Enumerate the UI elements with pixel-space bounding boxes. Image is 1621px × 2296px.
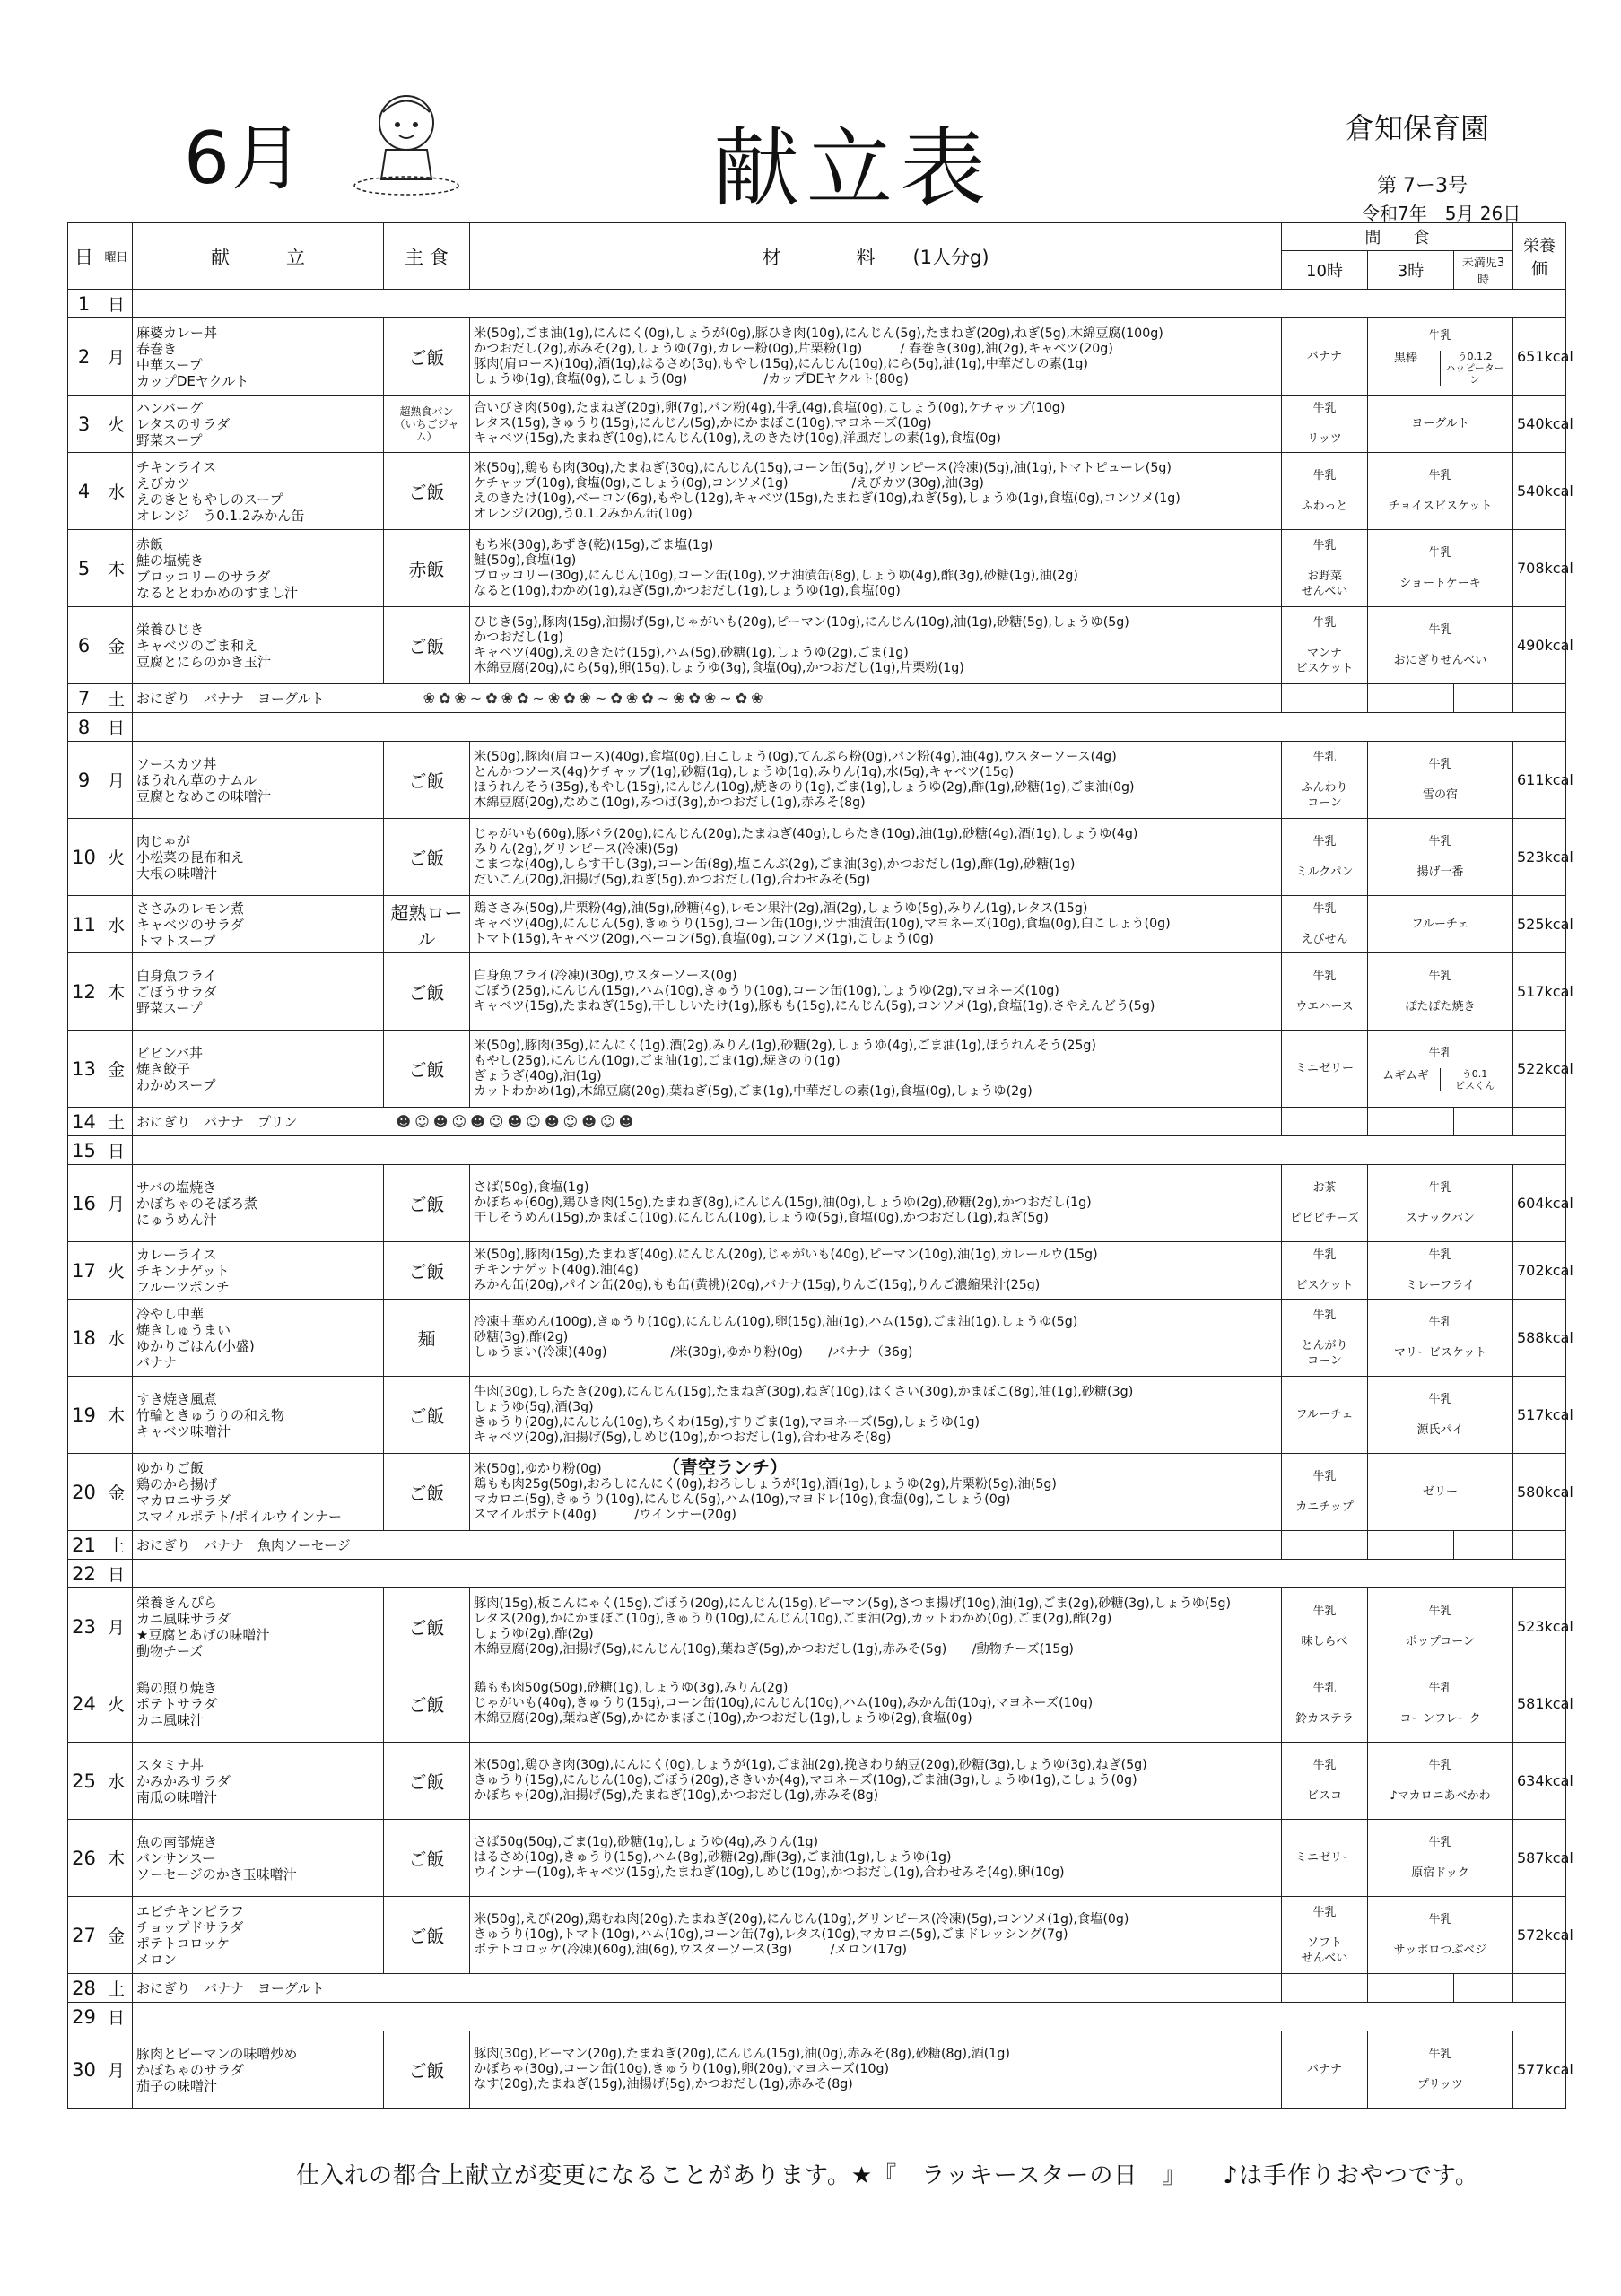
dish-list: 栄養ひじき キャベツのごま和え 豆腐とにらのかき玉汁	[133, 607, 384, 684]
decoration-icon: ❀✿❀~✿❀✿~❀✿❀~✿❀✿~❀✿❀~✿❀	[423, 690, 767, 707]
menu-row	[68, 953, 1566, 1031]
snack-10am: 牛乳 えびせん	[1282, 896, 1368, 953]
day-of-week: 水	[100, 896, 133, 953]
ingredient-text: さば(50g),食塩(1g) かぼちゃ(60g),鶏ひき肉(15g),たまねぎ(8g),にんじん(15g),油(0g),しょうゆ(2g),砂糖(2g),かつおだし(1g) 干しそうめん(15g),かまぼこ(10g),にんじん(10g),しょうゆ(5g),食塩(0g),かつおだし(1g),ねぎ(5g)	[474, 1180, 1092, 1225]
empty-cell	[133, 1136, 1566, 1165]
day-number: 5	[68, 530, 100, 607]
calories: 540kcal	[1513, 453, 1566, 530]
day-number: 15	[68, 1136, 100, 1165]
day-number: 13	[68, 1031, 100, 1108]
col-snack: 間 食	[1282, 223, 1513, 251]
dish-list: 栄養きんぴら カニ風味サラダ ★豆腐とあげの味噌汁 動物チーズ	[133, 1588, 384, 1665]
snack-3pm: 牛乳 ♪マカロニあべかわ	[1368, 1743, 1513, 1820]
day-number: 24	[68, 1665, 100, 1743]
day-number: 18	[68, 1300, 100, 1377]
day-of-week: 水	[100, 453, 133, 530]
dish-list: ソースカツ丼 ほうれん草のナムル 豆腐となめこの味噌汁	[133, 742, 384, 819]
ingredient-text: 鶏ささみ(50g),片栗粉(4g),油(5g),砂糖(4g),レモン果汁(2g),酒(2g),しょうゆ(5g),みりん(1g),レタス(15g) キャベツ(40g),にんじん(5g),きゅうり(15g),コーン缶(10g),ツナ油漬缶(10g),マヨネーズ(10g),食塩(0g),白こしょう(0g) トマト(15g),キャベツ(20g),ベーコン(5g),食塩(0g),コンソメ(1g),こしょう(0g)	[474, 901, 1171, 946]
day-of-week: 水	[100, 1300, 133, 1377]
day-of-week: 土	[100, 1974, 133, 2003]
saturday-text: おにぎり バナナ プリン	[136, 1114, 298, 1130]
day-of-week: 土	[100, 684, 133, 713]
ingredient-text: 米(50g),ゆかり粉(0g) 鶏もも肉25g(50g),おろしにんにく(0g),おろししょうが(1g),酒(1g),しょうゆ(2g),片栗粉(5g),油(5g) マカロニ(5g),きゅうり(10g),にんじん(5g),ハム(10g),マヨドレ(10g),食塩(0g),こしょう(0g) スマイルポテト(40g) /ウインナー(20g)	[474, 1461, 1057, 1522]
calories: 523kcal	[1513, 1588, 1566, 1665]
snack-3pm-drink: 牛乳	[1428, 328, 1452, 343]
snack-3pm: 牛乳 コーンフレーク	[1368, 1665, 1513, 1743]
staple-food: ご飯	[384, 819, 470, 896]
dish-list: カレーライス チキンナゲット フルーツポンチ	[133, 1242, 384, 1300]
issue-number: 第 7ー3号	[1377, 175, 1468, 197]
day-of-week: 木	[100, 1820, 133, 1897]
menu-row	[68, 684, 1566, 713]
day-number: 26	[68, 1820, 100, 1897]
ingredient-text: 冷凍中華めん(100g),きゅうり(10g),にんじん(10g),卵(15g),油(1g),ハム(15g),ごま油(1g),しょうゆ(5g) 砂糖(3g),酢(2g) しゅうまい(冷凍)(40g) /米(30g),ゆかり粉(0g) /バナナ（36g)	[474, 1315, 1078, 1360]
saturday-text: おにぎり バナナ ヨーグルト	[136, 691, 325, 707]
day-of-week: 日	[100, 2003, 133, 2031]
ingredients	[470, 607, 1282, 684]
footer-note: 仕入れの都合上献立が変更になることがあります。★『 ラッキースターの日 』 ♪は手作りおやつです。	[296, 2162, 1479, 2189]
day-number: 20	[68, 1454, 100, 1531]
staple-food: 超熟食パン （いちごジャム）	[384, 396, 470, 453]
col-snack-3: 3時	[1368, 251, 1454, 290]
day-of-week: 土	[100, 1108, 133, 1136]
menu-row	[68, 1588, 1566, 1665]
snack-10am: 牛乳 味しらべ	[1282, 1588, 1368, 1665]
menu-row	[68, 318, 1566, 396]
day-of-week: 木	[100, 530, 133, 607]
staple-food: ご飯	[384, 1242, 470, 1300]
col-kcal: 栄養価	[1513, 223, 1566, 290]
staple-food: ご飯	[384, 1165, 470, 1242]
calories: 517kcal	[1513, 953, 1566, 1031]
day-number: 17	[68, 1242, 100, 1300]
calories: 577kcal	[1513, 2031, 1566, 2109]
day-of-week: 金	[100, 607, 133, 684]
saturday-menu	[133, 1108, 1282, 1136]
calories: 702kcal	[1513, 1242, 1566, 1300]
menu-row	[68, 742, 1566, 819]
snack-10am: 牛乳 ふんわり コーン	[1282, 742, 1368, 819]
empty-cell	[1513, 1974, 1566, 2003]
day-number: 21	[68, 1531, 100, 1560]
ingredient-text: さば50g(50g),ごま(1g),砂糖(1g),しょうゆ(4g),みりん(1g) はるさめ(10g),きゅうり(15g),ハム(8g),砂糖(2g),酢(3g),ごま油(1g),しょうゆ(1g) ウインナー(10g),キャベツ(15g),たまねぎ(10g),しめじ(10g),かつおだし(1g),合わせみそ(4g),卵(10g)	[474, 1835, 1065, 1880]
snack-10am: フルーチェ	[1282, 1377, 1368, 1454]
snack-10am: ミニゼリー	[1282, 1031, 1368, 1108]
snack-10am: 牛乳 とんがり コーン	[1282, 1300, 1368, 1377]
day-number: 30	[68, 2031, 100, 2109]
snack-3pm: 牛乳 ショートケーキ	[1368, 530, 1513, 607]
menu-row	[68, 396, 1566, 453]
snack-10am: 牛乳 ふわっと	[1282, 453, 1368, 530]
ingredients	[470, 2031, 1282, 2109]
snack-3pm: 牛乳 スナックパン	[1368, 1165, 1513, 1242]
saturday-text: おにぎり バナナ ヨーグルト	[136, 1980, 325, 1996]
dish-list: 冷やし中華 焼きしゅうまい ゆかりごはん(小盛) バナナ	[133, 1300, 384, 1377]
day-of-week: 火	[100, 819, 133, 896]
ingredients	[470, 396, 1282, 453]
day-of-week: 月	[100, 742, 133, 819]
staple-food: ご飯	[384, 1897, 470, 1974]
issue-date: 令和7年 5月 26日	[1362, 203, 1521, 224]
menu-row	[68, 1531, 1566, 1560]
menu-row	[68, 1454, 1566, 1531]
staple-food: 麺	[384, 1300, 470, 1377]
empty-cell	[1454, 1531, 1513, 1560]
day-of-week: 水	[100, 1743, 133, 1820]
dish-list: 魚の南部焼き バンサンスー ソーセージのかき玉味噌汁	[133, 1820, 384, 1897]
menu-body	[68, 290, 1573, 2109]
menu-table	[67, 222, 1573, 2109]
snack-10am: 牛乳 鈴カステラ	[1282, 1665, 1368, 1743]
ingredient-text: 豚肉(30g),ピーマン(20g),たまねぎ(20g),にんじん(15g),油(0g),赤みそ(8g),砂糖(8g),酒(1g) かぼちゃ(30g),コーン缶(10g),きゅうり(10g),卵(20g),マヨネーズ(10g) なす(20g),たまねぎ(15g),油揚げ(5g),かつおだし(1g),赤みそ(8g)	[474, 2047, 1010, 2092]
snack-10am: 牛乳 ビスケット	[1282, 1242, 1368, 1300]
snack-3pm: ヨーグルト	[1368, 396, 1513, 453]
snack-3pm	[1368, 318, 1513, 396]
snack-3pm-drink: 牛乳	[1428, 1047, 1452, 1060]
empty-cell	[1282, 684, 1368, 713]
calories: 525kcal	[1513, 896, 1566, 953]
day-of-week: 金	[100, 1031, 133, 1108]
day-of-week: 日	[100, 290, 133, 318]
ingredient-text: 米(50g),ごま油(1g),にんにく(0g),しょうが(0g),豚ひき肉(10g),にんじん(5g),たまねぎ(20g),ねぎ(5g),木綿豆腐(100g) かつおだし(2g),赤みそ(2g),しょうゆ(7g),カレー粉(0g),片栗粉(1g) / 春巻き(30g),油(2g),キャベツ(20g) 豚肉(肩ロース)(10g),酒(1g),はるさめ(3g),もやし(15g),にんじん(10g),にら(5g),油(1g),中華だしの素(1g) しょうゆ(1g),食塩(0g),こしょう(0g) /カップDEヤクルト(80g)	[474, 326, 1163, 387]
ingredient-text: 米(50g),豚肉(15g),たまねぎ(40g),にんじん(20g),じゃがいも(40g),ピーマン(10g),油(1g),カレールウ(15g) チキンナゲット(40g),油(4g) みかん缶(20g),パイン缶(20g),もも缶(黄桃)(20g),バナナ(15g),りんご(15g),りんご濃縮果汁(25g)	[474, 1248, 1098, 1292]
dish-list: 豚肉とピーマンの味噌炒め かぼちゃのサラダ 茄子の味噌汁	[133, 2031, 384, 2109]
menu-row	[68, 1897, 1566, 1974]
snack-10am: 牛乳 お野菜 せんべい	[1282, 530, 1368, 607]
menu-row	[68, 607, 1566, 684]
dish-list: サバの塩焼き かぼちゃのそぼろ煮 にゅうめん汁	[133, 1165, 384, 1242]
snack-3pm: 牛乳 おにぎりせんべい	[1368, 607, 1513, 684]
snack-10am: 牛乳 マンナ ビスケット	[1282, 607, 1368, 684]
ingredients	[470, 1665, 1282, 1743]
saturday-menu	[133, 684, 1282, 713]
ingredients	[470, 953, 1282, 1031]
staple-food: ご飯	[384, 953, 470, 1031]
snack-3pm: 牛乳 プリッツ	[1368, 2031, 1513, 2109]
day-of-week: 日	[100, 1560, 133, 1588]
ingredients	[470, 1165, 1282, 1242]
day-number: 4	[68, 453, 100, 530]
snack-10am: 牛乳 ソフト せんべい	[1282, 1897, 1368, 1974]
day-number: 9	[68, 742, 100, 819]
menu-row	[68, 2003, 1566, 2031]
saturday-menu	[133, 1531, 1282, 1560]
menu-row	[68, 713, 1566, 742]
dish-list: ビビンバ丼 焼き餃子 わかめスープ	[133, 1031, 384, 1108]
snack-under3-item: う0.1.2 ハッピーターン	[1440, 351, 1509, 386]
menu-row	[68, 1165, 1566, 1242]
day-number: 29	[68, 2003, 100, 2031]
empty-cell	[1368, 1108, 1454, 1136]
menu-row	[68, 1743, 1566, 1820]
day-number: 11	[68, 896, 100, 953]
menu-row	[68, 1560, 1566, 1588]
saturday-menu	[133, 1974, 1282, 2003]
day-number: 27	[68, 1897, 100, 1974]
ingredients	[470, 819, 1282, 896]
page-title: 献立表	[713, 118, 993, 219]
snack-3pm: フルーチェ	[1368, 896, 1513, 953]
staple-food: ご飯	[384, 318, 470, 396]
empty-cell	[1513, 1531, 1566, 1560]
menu-row	[68, 290, 1566, 318]
col-snack-under3: 未満児3時	[1454, 251, 1513, 290]
empty-cell	[1282, 1974, 1368, 2003]
menu-row	[68, 453, 1566, 530]
snack-3pm: 牛乳 揚げ一番	[1368, 819, 1513, 896]
day-number: 3	[68, 396, 100, 453]
day-number: 6	[68, 607, 100, 684]
snack-10am: 牛乳 リッツ	[1282, 396, 1368, 453]
ingredient-text: 米(50g),豚肉(35g),にんにく(1g),酒(2g),みりん(1g),砂糖(2g),しょうゆ(4g),ごま油(1g),ほうれんそう(25g) もやし(25g),にんじん(10g),ごま油(1g),ごま(1g),焼きのり(1g) ぎょうざ(40g),油(1g) カットわかめ(1g),木綿豆腐(20g),葉ねぎ(5g),ごま(1g),中華だしの素(1g),食塩(0g),しょうゆ(2g)	[474, 1038, 1096, 1099]
menu-row	[68, 819, 1566, 896]
col-dow: 曜日	[100, 223, 133, 290]
menu-row	[68, 2031, 1566, 2109]
day-of-week: 土	[100, 1531, 133, 1560]
snack-10am: 牛乳 ビスコ	[1282, 1743, 1368, 1820]
day-number: 25	[68, 1743, 100, 1820]
calories: 540kcal	[1513, 396, 1566, 453]
school-name: 倉知保育園	[1346, 111, 1490, 145]
empty-cell	[1282, 1108, 1368, 1136]
ingredient-text: 合いびき肉(50g),たまねぎ(20g),卵(7g),パン粉(4g),牛乳(4g),食塩(0g),こしょう(0g),ケチャップ(10g) レタス(15g),きゅうり(15g),にんじん(5g),かにかまぼこ(10g),マヨネーズ(10g) キャベツ(15g),たまねぎ(10g),にんじん(10g),えのきたけ(10g),洋風だしの素(1g),食塩(0g)	[474, 401, 1066, 446]
ingredients	[470, 742, 1282, 819]
empty-cell	[1454, 1108, 1513, 1136]
menu-row	[68, 1136, 1566, 1165]
menu-row	[68, 1031, 1566, 1108]
empty-cell	[1368, 1531, 1454, 1560]
ingredients	[470, 453, 1282, 530]
col-staple: 主 食	[384, 223, 470, 290]
calories: 572kcal	[1513, 1897, 1566, 1974]
day-number: 19	[68, 1377, 100, 1454]
menu-row	[68, 1108, 1566, 1136]
dish-list: ゆかりご飯 鶏のから揚げ マカロニサラダ スマイルポテト/ポイルウインナー	[133, 1454, 384, 1531]
ingredient-text: じゃがいも(60g),豚バラ(20g),にんじん(20g),たまねぎ(40g),しらたき(10g),油(1g),砂糖(4g),酒(1g),しょうゆ(4g) みりん(2g),グリンピース(冷凍)(5g) こまつな(40g),しらす干し(3g),コーン缶(8g),塩こんぶ(2g),ごま油(3g),かつおだし(1g),酢(1g),砂糖(1g) だいこん(20g),油揚げ(5g),ねぎ(5g),かつおだし(1g),合わせみそ(5g)	[474, 826, 1138, 887]
col-dish: 献 立	[133, 223, 384, 290]
day-of-week: 金	[100, 1897, 133, 1974]
snack-3pm: 牛乳 ポップコーン	[1368, 1588, 1513, 1665]
dish-list: ささみのレモン煮 キャベツのサラダ トマトスープ	[133, 896, 384, 953]
col-ingredients: 材 料 (1人分g)	[470, 223, 1282, 290]
snack-3pm	[1368, 1031, 1513, 1108]
staple-food: ご飯	[384, 742, 470, 819]
empty-cell	[1368, 684, 1454, 713]
dish-list: 赤飯 鮭の塩焼き ブロッコリーのサラダ なるととわかめのすまし汁	[133, 530, 384, 607]
empty-cell	[1513, 1108, 1566, 1136]
menu-row	[68, 1242, 1566, 1300]
calories: 604kcal	[1513, 1165, 1566, 1242]
snack-under3-item: う0.1 ビスくん	[1440, 1068, 1509, 1091]
day-of-week: 火	[100, 1665, 133, 1743]
ingredients	[470, 318, 1282, 396]
ingredient-text: 米(50g),鶏もも肉(30g),たまねぎ(30g),にんじん(15g),コーン缶(5g),グリンピース(冷凍)(5g),油(1g),トマトピューレ(5g) ケチャップ(10g),食塩(0g),こしょう(0g),コンソメ(1g) /えびカツ(30g),油(3g) えのきたけ(10g),ベーコン(6g),もやし(12g),キャベツ(15g),たまねぎ(10g),ねぎ(5g),しょうゆ(1g),食塩(0g),コンソメ(1g) オレンジ(20g),う0.1.2みかん缶(10g)	[474, 460, 1181, 521]
menu-row	[68, 1974, 1566, 2003]
col-day: 日	[68, 223, 100, 290]
staple-food: ご飯	[384, 1454, 470, 1531]
col-snack-10: 10時	[1282, 251, 1368, 290]
menu-row	[68, 896, 1566, 953]
calories: 587kcal	[1513, 1820, 1566, 1897]
snack-10am: バナナ	[1282, 318, 1368, 396]
day-of-week: 月	[100, 1165, 133, 1242]
empty-cell	[133, 713, 1566, 742]
day-of-week: 日	[100, 1136, 133, 1165]
ingredient-text: 牛肉(30g),しらたき(20g),にんじん(15g),たまねぎ(30g),ねぎ(10g),はくさい(30g),かまぼこ(8g),油(1g),砂糖(3g) しょうゆ(5g),酒(3g) きゅうり(20g),にんじん(10g),ちくわ(15g),すりごま(1g),マヨネーズ(5g),しょうゆ(1g) キャベツ(20g),油揚げ(5g),しめじ(10g),かつおだし(1g),合わせみそ(8g)	[474, 1384, 1134, 1445]
staple-food: ご飯	[384, 1377, 470, 1454]
calories: 634kcal	[1513, 1743, 1566, 1820]
saturday-text: おにぎり バナナ 魚肉ソーセージ	[136, 1537, 351, 1553]
ingredients	[470, 1031, 1282, 1108]
snack-3pm-item: 黒棒	[1393, 351, 1417, 365]
menu-row	[68, 1300, 1566, 1377]
snack-10am: ミニゼリー	[1282, 1820, 1368, 1897]
calories: 708kcal	[1513, 530, 1566, 607]
menu-row	[68, 1820, 1566, 1897]
day-of-week: 火	[100, 396, 133, 453]
empty-cell	[133, 1560, 1566, 1588]
day-of-week: 日	[100, 713, 133, 742]
snack-3pm-item: ムギムギ	[1382, 1069, 1429, 1083]
month-label: 6月	[184, 117, 305, 200]
day-of-week: 月	[100, 2031, 133, 2109]
day-of-week: 木	[100, 1377, 133, 1454]
day-number: 16	[68, 1165, 100, 1242]
calories: 490kcal	[1513, 607, 1566, 684]
snack-3pm: 牛乳 マリービスケット	[1368, 1300, 1513, 1377]
ingredient-text: 豚肉(15g),板こんにゃく(15g),ごぼう(20g),にんじん(15g),ピーマン(5g),さつま揚げ(10g),油(1g),ごま(2g),砂糖(3g),しょうゆ(5g) レタス(20g),かにかまぼこ(10g),きゅうり(10g),にんじん(10g),ごま油(2g),カットわかめ(0g),ごま(2g),酢(2g) しょうゆ(2g),酢(2g) 木綿豆腐(20g),油揚げ(5g),にんじん(10g),葉ねぎ(5g),かつおだし(1g),赤みそ(5g) /動物チーズ(15g)	[474, 1596, 1232, 1657]
calories: 523kcal	[1513, 819, 1566, 896]
ingredient-text: 鶏もも肉50g(50g),砂糖(1g),しょうゆ(3g),みりん(2g) じゃがいも(40g),きゅうり(15g),コーン缶(10g),にんじん(10g),ハム(10g),みかん缶(10g),マヨネーズ(10g) 木綿豆腐(20g),葉ねぎ(5g),かにかまぼこ(10g),かつおだし(1g),しょうゆ(2g),食塩(0g)	[474, 1681, 1094, 1726]
empty-cell	[1454, 1974, 1513, 2003]
ingredient-text: 米(50g),えび(20g),鶏むね肉(20g),たまねぎ(20g),にんじん(10g),グリンピース(冷凍)(5g),コンソメ(1g),食塩(0g) きゅうり(10g),トマト(10g),ハム(10g),コーン缶(7g),レタス(10g),マカロニ(5g),ごまドレッシング(7g) ポテトコロッケ(冷凍)(60g),油(6g),ウスターソース(3g) /メロン(17g)	[474, 1912, 1129, 1957]
staple-food: ご飯	[384, 453, 470, 530]
day-number: 22	[68, 1560, 100, 1588]
dish-list: 肉じゃが 小松菜の昆布和え 大根の味噌汁	[133, 819, 384, 896]
staple-food: ご飯	[384, 2031, 470, 2109]
calories: 517kcal	[1513, 1377, 1566, 1454]
ingredients	[470, 1743, 1282, 1820]
empty-cell	[1282, 1531, 1368, 1560]
dish-list: スタミナ丼 かみかみサラダ 南瓜の味噌汁	[133, 1743, 384, 1820]
day-of-week: 月	[100, 1588, 133, 1665]
snack-3pm: 牛乳 サッポロつぶベジ	[1368, 1897, 1513, 1974]
day-number: 14	[68, 1108, 100, 1136]
ingredients	[470, 1588, 1282, 1665]
dish-list: 麻婆カレー丼 春巻き 中華スープ カップDEヤクルト	[133, 318, 384, 396]
menu-row	[68, 530, 1566, 607]
snack-10am: お茶 ピピピチーズ	[1282, 1165, 1368, 1242]
snack-10am: バナナ	[1282, 2031, 1368, 2109]
decoration-icon: ☻☺☻☺☻☺☻☺☻☺☻☺☻	[396, 1113, 638, 1130]
snack-3pm: ゼリー	[1368, 1454, 1513, 1531]
snack-10am: 牛乳 ミルクパン	[1282, 819, 1368, 896]
calories: 581kcal	[1513, 1665, 1566, 1743]
snack-10am: 牛乳 カニチップ	[1282, 1454, 1368, 1531]
dish-list: チキンライス えびカツ えのきともやしのスープ オレンジ う0.1.2みかん缶	[133, 453, 384, 530]
staple-food: ご飯	[384, 1820, 470, 1897]
menu-row	[68, 1665, 1566, 1743]
calories: 611kcal	[1513, 742, 1566, 819]
staple-food: ご飯	[384, 1588, 470, 1665]
empty-cell	[1368, 1974, 1454, 2003]
ingredient-text: 米(50g),鶏ひき肉(30g),にんにく(0g),しょうが(1g),ごま油(2g),挽きわり納豆(20g),砂糖(3g),しょうゆ(3g),ねぎ(5g) きゅうり(15g),にんじん(10g),ごぼう(20g),さきいか(4g),マヨネーズ(10g),ごま油(3g),しょうゆ(1g),こしょう(0g) かぼちゃ(20g),油揚げ(5g),たまねぎ(10g),かつおだし(1g),赤みそ(8g)	[474, 1758, 1147, 1803]
staple-food: ご飯	[384, 1665, 470, 1743]
day-of-week: 木	[100, 953, 133, 1031]
day-number: 2	[68, 318, 100, 396]
day-of-week: 金	[100, 1454, 133, 1531]
ingredient-text: ひじき(5g),豚肉(15g),油揚げ(5g),じゃがいも(20g),ピーマン(10g),にんじん(10g),油(1g),砂糖(5g),しょうゆ(5g) かつおだし(1g) キャベツ(40g),えのきたけ(15g),ハム(5g),砂糖(1g),しょうゆ(2g),ごま(1g) 木綿豆腐(20g),にら(5g),卵(15g),しょうゆ(3g),食塩(0g),かつおだし(1g),片栗粉(1g)	[474, 614, 1129, 675]
day-number: 8	[68, 713, 100, 742]
calories: 651kcal	[1513, 318, 1566, 396]
day-number: 28	[68, 1974, 100, 2003]
ingredients	[470, 1820, 1282, 1897]
ingredients	[470, 1897, 1282, 1974]
day-of-week: 月	[100, 318, 133, 396]
staple-food: ご飯	[384, 1031, 470, 1108]
staple-food: ご飯	[384, 607, 470, 684]
staple-food: 超熟ロール	[384, 896, 470, 953]
calories: 580kcal	[1513, 1454, 1566, 1531]
snack-10am: 牛乳 ウエハース	[1282, 953, 1368, 1031]
dish-list: すき焼き風煮 竹輪ときゅうりの和え物 キャベツ味噌汁	[133, 1377, 384, 1454]
staple-food: 赤飯	[384, 530, 470, 607]
ingredients	[470, 1300, 1282, 1377]
snack-3pm: 牛乳 チョイスビスケット	[1368, 453, 1513, 530]
day-number: 1	[68, 290, 100, 318]
ingredients	[470, 1454, 1282, 1531]
day-number: 10	[68, 819, 100, 896]
ingredients	[470, 1377, 1282, 1454]
ingredients	[470, 530, 1282, 607]
empty-cell	[133, 2003, 1566, 2031]
day-number: 7	[68, 684, 100, 713]
special-lunch-label: （青空ランチ）	[662, 1456, 788, 1478]
empty-cell	[133, 290, 1566, 318]
dish-list: 白身魚フライ ごぼうサラダ 野菜スープ	[133, 953, 384, 1031]
ingredients	[470, 896, 1282, 953]
empty-cell	[1513, 684, 1566, 713]
calories: 522kcal	[1513, 1031, 1566, 1108]
day-number: 23	[68, 1588, 100, 1665]
snack-3pm: 牛乳 ぽたぽた焼き	[1368, 953, 1513, 1031]
day-of-week: 火	[100, 1242, 133, 1300]
child-mascot-icon	[345, 85, 466, 202]
snack-3pm: 牛乳 源氏パイ	[1368, 1377, 1513, 1454]
day-number: 12	[68, 953, 100, 1031]
menu-row	[68, 1377, 1566, 1454]
snack-3pm: 牛乳 原宿ドック	[1368, 1820, 1513, 1897]
staple-food: ご飯	[384, 1743, 470, 1820]
ingredient-text: 白身魚フライ(冷凍)(30g),ウスターソース(0g) ごぼう(25g),にんじん(15g),ハム(10g),きゅうり(10g),コーン缶(10g),しょうゆ(2g),マヨネーズ(10g) キャベツ(15g),たまねぎ(15g),干ししいたけ(1g),豚もも(15g),にんじん(5g),コンソメ(1g),食塩(1g),さやえんどう(5g)	[474, 969, 1155, 1013]
empty-cell	[1454, 684, 1513, 713]
dish-list: ハンバーグ レタスのサラダ 野菜スープ	[133, 396, 384, 453]
ingredient-text: もち米(30g),あずき(乾)(15g),ごま塩(1g) 鮭(50g),食塩(1g) ブロッコリー(30g),にんじん(10g),コーン缶(10g),ツナ油漬缶(8g),しょうゆ(4g),酢(3g),砂糖(1g),油(2g) なると(10g),わかめ(1g),ねぎ(5g),かつおだし(1g),しょうゆ(1g),食塩(0g)	[474, 537, 1078, 598]
ingredient-text: 米(50g),豚肉(肩ロース)(40g),食塩(0g),白こしょう(0g),てんぷら粉(0g),パン粉(4g),油(4g),ウスターソース(4g) とんかつソース(4g)ケチャップ(1g),砂糖(1g),しょうゆ(1g),みりん(1g),水(5g),キャベツ(15g) ほうれんそう(35g),もやし(15g),にんじん(10g),焼きのり(1g),ごま(1g),しょうゆ(2g),酢(1g),砂糖(1g),ごま油(0g) 木綿豆腐(20g),なめこ(10g),みつば(3g),かつおだし(1g),赤みそ(8g)	[474, 749, 1135, 810]
ingredients	[470, 1242, 1282, 1300]
dish-list: 鶏の照り焼き ポテトサラダ カニ風味汁	[133, 1665, 384, 1743]
dish-list: エビチキンピラフ チョップドサラダ ポテトコロッケ メロン	[133, 1897, 384, 1974]
snack-3pm: 牛乳 ミレーフライ	[1368, 1242, 1513, 1300]
snack-3pm: 牛乳 雪の宿	[1368, 742, 1513, 819]
calories: 588kcal	[1513, 1300, 1566, 1377]
